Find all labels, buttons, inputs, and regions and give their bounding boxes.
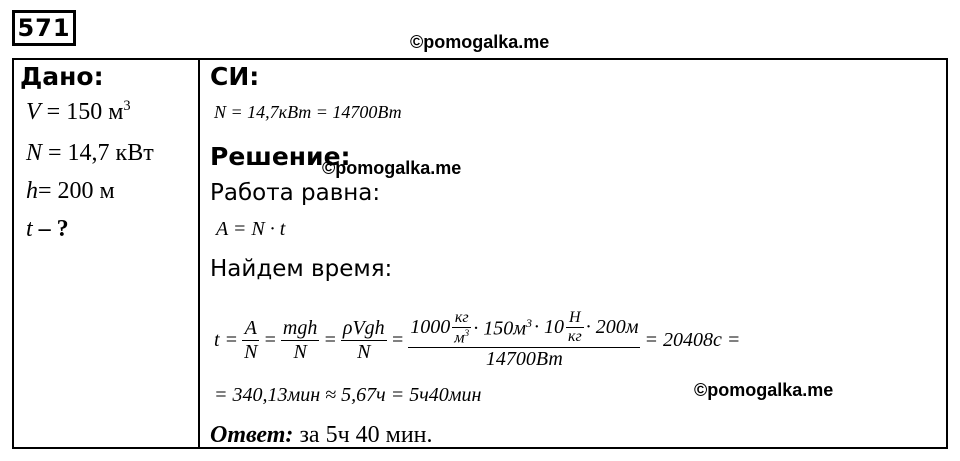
given-header: Дано: xyxy=(20,62,104,91)
watermark-bottom: ©pomogalka.me xyxy=(694,380,834,400)
given-unknown: t – ? xyxy=(26,216,69,242)
time-formula: t = $\frac{A}{N}$ = $\frac{\text{mgh}}{N}$ = $\frac{\text{ρVgh}}{N}$ = 1000 $\frac{кг}{м^3}$ · $150м^3$ · 10 $\frac{Н}{кг}$ · 200м 14700Вт = 20408с = xyxy=(214,308,741,371)
solution-header: Решение: xyxy=(210,142,351,171)
watermark-top: ©pomogalka.me xyxy=(410,32,550,52)
watermark-middle: ©pomogalka.me xyxy=(322,158,462,178)
table-divider xyxy=(198,58,200,449)
si-header: СИ: xyxy=(210,62,260,91)
find-time-text: Найдем время: xyxy=(210,256,393,282)
time-result: = 340,13мин ≈ 5,67ч = 5ч40мин xyxy=(214,384,482,406)
si-conversion: N = 14,7кВт = 14700Вт xyxy=(214,102,402,122)
problem-number: 571 xyxy=(12,10,76,46)
work-formula: A = N · t xyxy=(216,218,286,240)
work-text: Работа равна: xyxy=(210,180,381,206)
given-height: h= 200 м xyxy=(26,178,115,204)
given-volume: V = 150 $м^3$ xyxy=(26,98,131,125)
answer: Ответ: за 5ч 40 мин. xyxy=(210,422,433,448)
given-power: N = 14,7 кВт xyxy=(26,140,154,166)
